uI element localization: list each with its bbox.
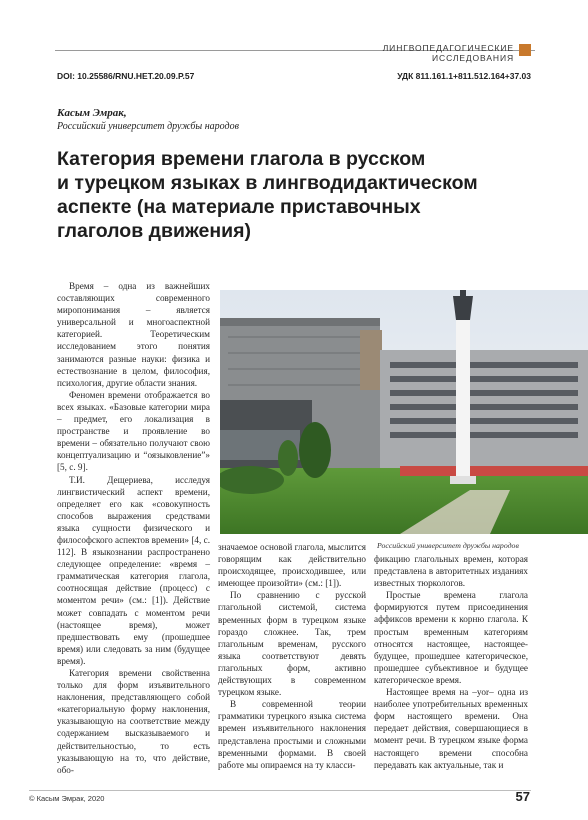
paragraph: фикацию глагольных времен, которая представлена в авторитетных изданиях известных тюркологов. (374, 554, 528, 589)
section-header: ЛИНГВОПЕДАГОГИЧЕСКИЕ ИССЛЕДОВАНИЯ (382, 43, 514, 63)
body-column-2 (218, 541, 366, 771)
page-number: 57 (515, 789, 530, 804)
university-photo (220, 290, 588, 534)
body-column-1 (57, 280, 210, 776)
article-title (57, 147, 527, 243)
title-line: Категория времени глагола в русском (57, 148, 426, 170)
title-line: глаголов движения) (57, 220, 252, 242)
paragraph: значаемое основой глагола, мыслится говорящим как действительно происходящее, происходившее, или имеющее произойти» (см.: [1]). (218, 542, 366, 589)
udk-label: УДК 811.161.1+811.512.164+37.03 (397, 71, 531, 81)
copyright-notice: © Касым Эмрак, 2020 (29, 794, 105, 803)
paragraph: По сравнению с русской глагольной системой, система временных форм в турецком языке гораздо сложнее. Так, трем глагольным временам, русского языка соответствуют девять глагольных форм, активно действующих в современном турецком языке. (218, 590, 366, 698)
title-line: и турецком языках в лингводидактическом (57, 172, 478, 194)
doi-label: DOI: 10.25586/RNU.HET.20.09.P.57 (57, 71, 195, 81)
paragraph: Феномен времени отображается во всех языках. «Базовые категории мира – предмет, его локализация в пространстве и проявление во времени – обязательно получают свою концептуализацию и “оязыковление”» [5, с. 9]. (57, 389, 210, 473)
paragraph: Т.И. Дещериева, исследуя лингвистический аспект времени, определяет его как «совокупность способов выражения средствами языка сущности физического и философского аспектов времени» [4, с. 112]. В языкознании распространено следующее определение: «время – грамматическая категория глагола, соотносящая действие (процесс) с моментом речи» (см.: [1]). Действие может совпадать с моментом речи (настоящее время), может предшествовать ему (прошедшее время) или следовать за ним (будущее время). (57, 474, 210, 666)
footer-rule (29, 790, 531, 791)
paragraph: В современной теории грамматики турецкого языка система времен изъявительного наклонения представлена простыми и сложными временными формами. В своей работе мы опираемся на ту класси- (218, 699, 366, 770)
paragraph: Категория времени свойственна только для форм изъявительного наклонения, представляющего собой «категориальную форму наклонения, указывающую на соответствие между содержанием высказываемого и действительностью, то есть указывающую на то, что действие, обо- (57, 668, 210, 775)
paragraph: Настоящее время на –yor– одна из наиболее употребительных временных форм настоящего времени. Она передает действия, совершающиеся в момент речи. В турецком языке форма настоящего времени способна передавать как актуальные, так и (374, 687, 528, 770)
body-column-3 (374, 553, 528, 771)
author-affiliation: Российский университет дружбы народов (57, 121, 239, 132)
author-name: Касым Эмрак, (57, 107, 127, 119)
section-accent-square (519, 44, 531, 56)
photo-caption: Российский университет дружбы народов (377, 541, 519, 550)
university-building-illustration (220, 290, 588, 534)
paragraph: Время – одна из важнейших составляющих современного миропонимания – является универсальной и многоаспектной категорией. Теоретическим исследованием этого понятия занимаются разные науки: физика и естествознание в целом, философия, психология, другие области знания. (57, 281, 210, 388)
paragraph: Простые времена глагола формируются путем присоединения аффиксов времени к корню глагола. К простым временным категориям относятся настоящее, настоящее-будущее, прошедшее категорическое, прошедшее субъективное и будущее категорическое время. (374, 590, 528, 685)
title-line: аспекте (на материале приставочных (57, 196, 421, 218)
